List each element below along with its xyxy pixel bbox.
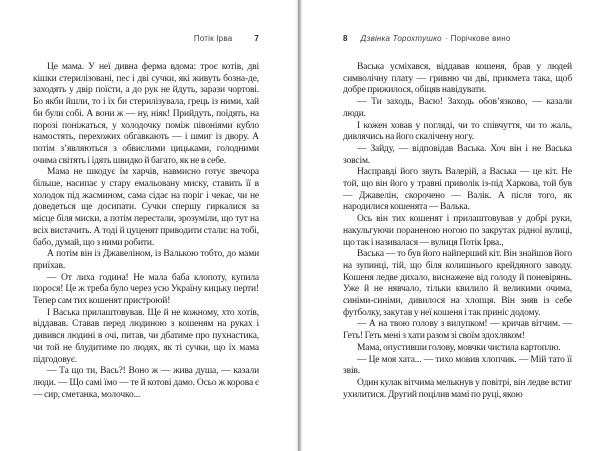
right-header-author: Дзвінка Торохтушко: [360, 34, 442, 43]
right-page: [300, 0, 600, 451]
paragraph: Васька усміхався, віддавав кошеня, брав у людей символічну плату — гривню чи дві, прикмета така, щоб добре прижилося, обіцяв навідувати.: [343, 62, 572, 96]
paragraph: — Це моя хата... — тихо мовив хлопчик. — Мій тато її звів.: [343, 354, 572, 377]
left-page-text: [33, 62, 259, 401]
left-page-content: [33, 34, 259, 401]
left-running-head: [33, 34, 259, 44]
right-header-book-title: Порічкове вино: [450, 34, 511, 43]
paragraph: — А на твою голову з вилупком! — кричав вітчим. — Геть! Геть мені з хати разом зі своїм здохляком!: [343, 319, 572, 342]
right-page-text: [343, 62, 572, 401]
right-running-head: [343, 34, 572, 44]
paragraph: Це мама. У неї дивна ферма вдома: троє котів, дві кішки стерилізовані, пес і дві сучки, які живуть бозна-де, заходять у двір поїсти, а до рук не йдуть, зарази чортові. Бо якби йшли, то і їх би стерилізувала, грець із ними, хай би були собі. А вони ж — ну, ніяк! Прийдуть, поїдять, на порозі поніжаться, у холодочку поміж півоніями кубло намостять, перехожих обгавкають — і шмиг із двору. А потім з’являються з обвислими цицьками, голодними очима світять і їдять швидко й багато, як не в себе.: [33, 62, 259, 166]
left-page-number: 7: [254, 34, 259, 43]
paragraph: І кожен ховав у погляді, чи то співчуття, чи то жаль, дивлячись на його скалічену ногу.: [343, 120, 572, 143]
paragraph: Мама не шкодує їм харчів, навмисно готує звечора більше, насипає у стару емальовану миску, ставить її в холодок під жасмином, сама сідає на поріг і чекає, чи не доведеться ще досипати. Сучки спершу гиркалися за місце біля миски, а потім перестали, зрозуміли, що тут на всіх вистачить. А тоді й цуценят приводити стали: на тобі, бабо, думай, що з ними робити.: [33, 167, 259, 248]
paragraph: І Васька прилаштовував. Ще й не кожному, хто хотів, віддавав. Ставав перед людиною з кошеням на руках і дивився людині в очі, питав, чи дбатиме про пухнастика, чи той не блудитиме по людях, як ті сучки, що їх мама підгодовує.: [33, 307, 259, 365]
right-page-number: 8: [343, 34, 348, 43]
paragraph: Насправді його звуть Валерій, а Васька — це кіт. Не той, що він його у травні приволік із-під Харкова, той був — Джавелін, скорочено — Валік. А після того, як народилися кошенята — Валька.: [343, 167, 572, 213]
paragraph: — Ти заходь, Васю! Заходь обов’язково, — казали люди.: [343, 97, 572, 119]
paragraph: А потім він із Джавеліном, із Валькою тобто, до мами приїхав.: [33, 249, 259, 271]
header-separator-dot: ·: [444, 34, 448, 43]
paragraph: Мама, опустивши голову, мовчки чистила картоплю.: [357, 342, 561, 353]
paragraph: — Зайду, — відповідав Васька. Хоч він і не Васька зовсім.: [343, 143, 572, 166]
left-header-story-title: Потік Ірва: [193, 34, 233, 43]
paragraph: Ось він тих кошенят і прилаштовував у добрі руки, накульгуючи пораненою ногою по закрутах рідної вулиці, що так і називалася — вулиця Потік Ірва.,: [343, 214, 572, 248]
paragraph: Васька — то був його найперший кіт. Він знайшов його на зупинці, тій, що біля колишнього крейдяного заводу. Кошеня ледве дихало, виснажене від голоду й поневірянь. Уже й не нявчало, тільки квилило й великими очима, синіми-синіми, дивилося на хлопця. Він зняв із себе футболку, закутав у неї кошеня і так приніс додому.: [343, 249, 572, 318]
paragraph: Один кулак вітчима мелькнув у повітрі, він ледве встиг ухилитися. Другий поцілив мамі по руці, якою: [343, 377, 572, 400]
paragraph: — От лиха година! Не мала баба клопоту, купила порося! Це ж треба було через усю Україну кицьку перти! Тепер сам тих кошенят пристроюй!: [33, 272, 259, 307]
right-page-content: [343, 34, 572, 401]
paragraph: — Та що ти, Вась?! Воно ж — жива душа, — казали люди. — Що самі їмо — те й котові дамо. Осьо ж корова є — сир, сметанка, молочко...: [33, 366, 259, 400]
